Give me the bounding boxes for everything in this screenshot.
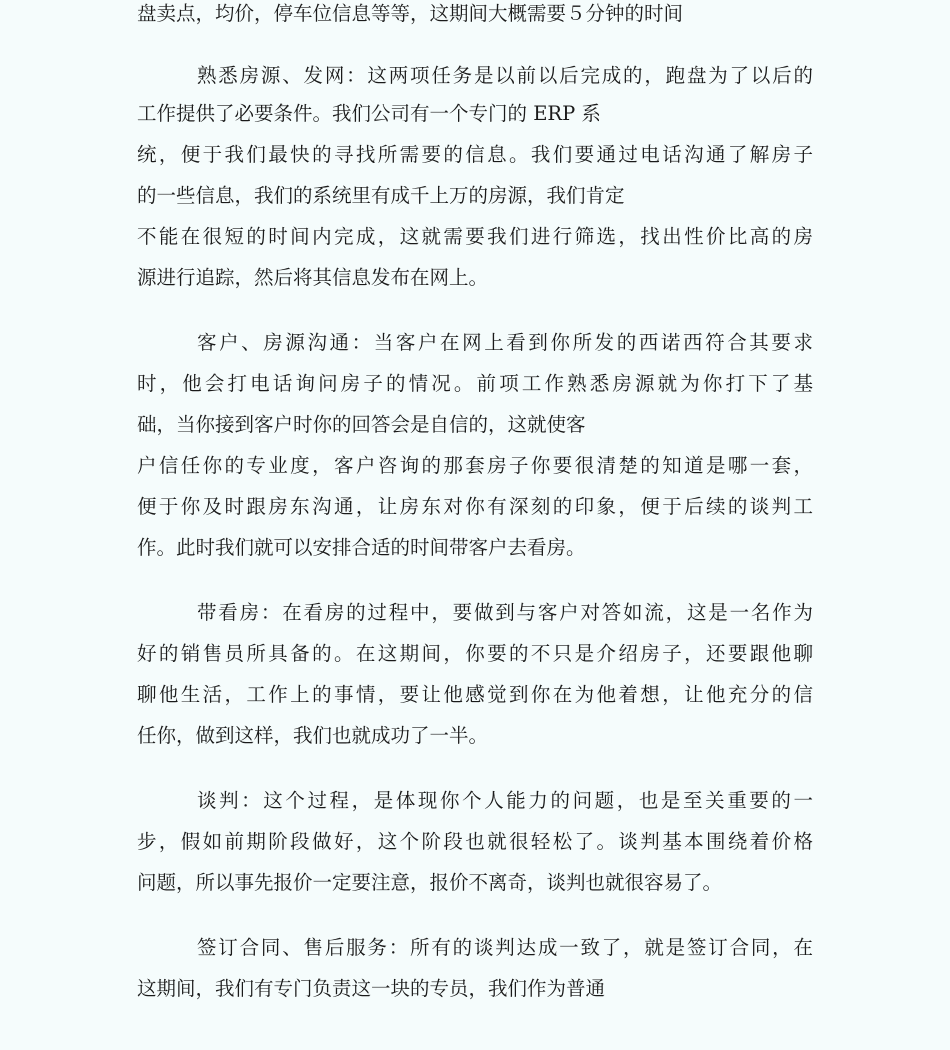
- paragraph-intro-line-1: 盘卖点，均价，停车位信息等等，这期间大概需要５分钟的时间: [137, 2, 684, 25]
- paragraph-negotiation-line-3: 问题，所以事先报价一定要注意，报价不离奇，谈判也就很容易了。: [137, 871, 723, 894]
- paragraph-negotiation-line-2: 步，假如前期阶段做好，这个阶段也就很轻松了。谈判基本围绕着价格: [137, 830, 813, 853]
- paragraph-viewing-line-4: 任你，做到这样，我们也就成功了一半。: [137, 724, 489, 747]
- paragraph-familiarize-line-4: 的一些信息，我们的系统里有成千上万的房源，我们肯定: [137, 184, 625, 207]
- paragraph-familiarize-line-6: 源进行追踪，然后将其信息发布在网上。: [137, 266, 489, 289]
- paragraph-viewing-line-3: 聊他生活，工作上的事情，要让他感觉到你在为他着想，让他充分的信: [137, 683, 813, 706]
- paragraph-communication-line-2: 时，他会打电话询问房子的情况。前项工作熟悉房源就为你打下了基: [137, 372, 813, 395]
- paragraph-communication-line-1: 客户、房源沟通：当客户在网上看到你所发的西诺西符合其要求: [197, 331, 813, 354]
- paragraph-familiarize-line-5: 不能在很短的时间内完成，这就需要我们进行筛选，找出性价比高的房: [137, 225, 813, 248]
- paragraph-familiarize-line-3: 统，便于我们最快的寻找所需要的信息。我们要通过电话沟通了解房子: [137, 143, 813, 166]
- paragraph-familiarize-line-1: 熟悉房源、发网：这两项任务是以前以后完成的，跑盘为了以后的: [197, 64, 813, 87]
- paragraph-communication-line-5: 便于你及时跟房东沟通，让房东对你有深刻的印象，便于后续的谈判工: [137, 495, 813, 518]
- paragraph-contract-line-1: 签订合同、售后服务：所有的谈判达成一致了，就是签订合同，在: [197, 936, 813, 959]
- paragraph-familiarize-line-2: 工作提供了必要条件。我们公司有一个专门的 ERP 系: [137, 102, 601, 125]
- paragraph-viewing-line-1: 带看房：在看房的过程中，要做到与客户对答如流，这是一名作为: [197, 601, 813, 624]
- paragraph-contract-line-2: 这期间，我们有专门负责这一块的专员，我们作为普通: [137, 977, 606, 1000]
- paragraph-communication-line-6: 作。此时我们就可以安排合适的时间带客户去看房。: [137, 536, 586, 559]
- paragraph-communication-line-3: 础，当你接到客户时你的回答会是自信的，这就使客: [137, 413, 586, 436]
- paragraph-viewing-line-2: 好的销售员所具备的。在这期间，你要的不只是介绍房子，还要跟他聊: [137, 642, 813, 665]
- paragraph-negotiation-line-1: 谈判：这个过程，是体现你个人能力的问题，也是至关重要的一: [197, 789, 813, 812]
- paragraph-communication-line-4: 户信任你的专业度，客户咨询的那套房子你要很清楚的知道是哪一套，: [137, 454, 813, 477]
